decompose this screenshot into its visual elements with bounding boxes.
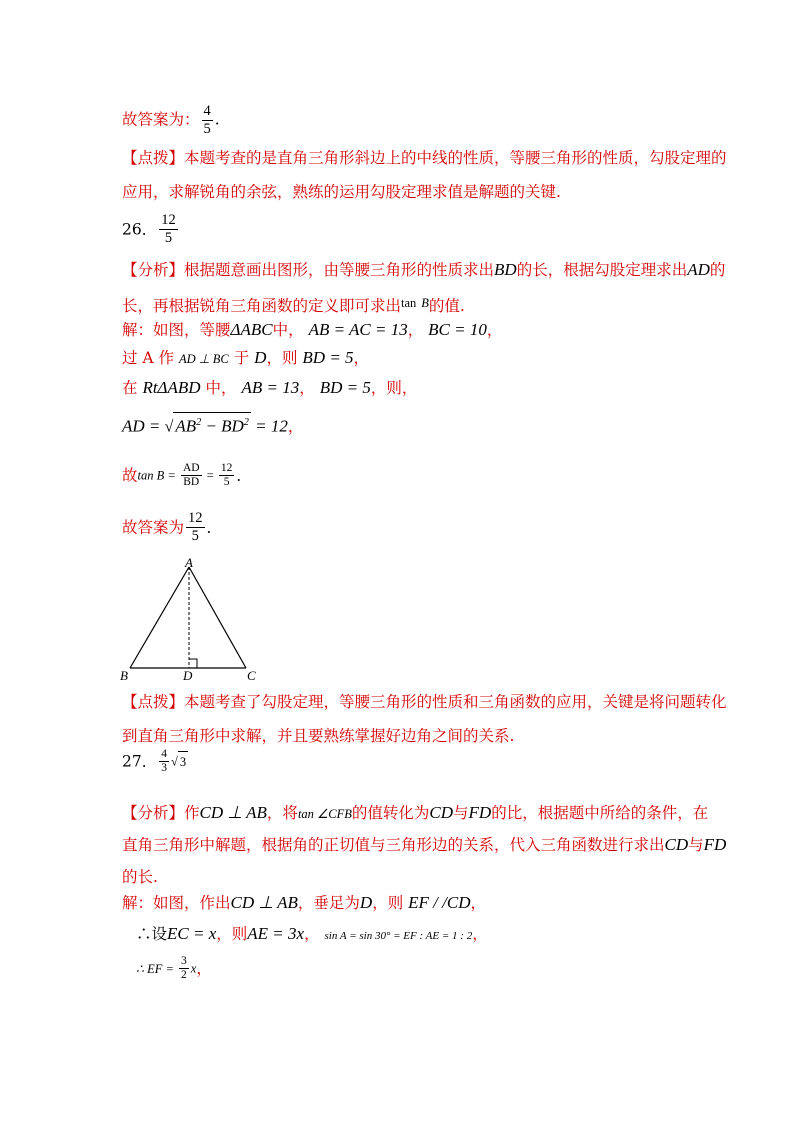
math-term: FD xyxy=(468,803,492,822)
math-term: x xyxy=(190,961,197,976)
math-term: B xyxy=(421,296,429,310)
denominator: BD xyxy=(183,476,200,488)
analysis-text: 与 xyxy=(453,804,469,822)
q27-answer xyxy=(122,748,188,775)
math-term: ∴ EF = xyxy=(136,961,178,976)
period: . xyxy=(214,110,220,129)
numerator: 4 xyxy=(161,748,167,760)
analysis-text: 的比，根据题中所给的条件，在 xyxy=(491,804,709,822)
denominator: 2 xyxy=(181,969,187,981)
solution-text: ，则 xyxy=(266,349,298,367)
math-term: tan B = xyxy=(137,468,179,483)
dianbo-line-2 xyxy=(122,182,561,202)
denominator: 5 xyxy=(164,230,173,246)
fraction xyxy=(219,462,235,489)
answer-fraction xyxy=(186,510,205,545)
label-c: C xyxy=(247,668,256,683)
solution-text: 过 A 作 xyxy=(122,349,175,367)
math-term: AD = xyxy=(122,416,165,436)
side-ac xyxy=(189,567,246,668)
math-term: = 12 xyxy=(250,416,288,436)
denominator: 5 xyxy=(191,528,199,544)
numerator: 4 xyxy=(203,103,211,119)
q26-solution-line-1 xyxy=(122,320,502,340)
analysis-text: 与 xyxy=(688,836,704,854)
solution-text: ， xyxy=(407,321,424,339)
solution-text: 中， xyxy=(205,379,237,397)
analysis-text: 的长. xyxy=(122,868,158,886)
math-term: EF / /CD xyxy=(408,893,471,912)
question-number: 27． xyxy=(122,752,158,771)
solution-text: 故 xyxy=(122,466,138,485)
answer-prefix: 故答案为： xyxy=(122,110,200,129)
q26-solution-line-4 xyxy=(122,412,303,438)
math-term: tan xyxy=(401,296,417,310)
math-term: sin A = sin 30° = EF : AE = 1 : 2 xyxy=(324,930,473,942)
solution-text: ，则 xyxy=(372,894,404,912)
math-term: AE = 3x xyxy=(247,924,305,943)
answer-fraction xyxy=(159,748,169,775)
solution-text: ， xyxy=(472,925,488,943)
fraction xyxy=(179,955,189,982)
math-term: CD xyxy=(429,803,453,822)
q26-solution-line-2 xyxy=(122,348,369,369)
denominator: 3 xyxy=(161,762,167,774)
dianbo-text: 到直角三角形中求解，并且要熟练掌握好边角之间的关系. xyxy=(122,727,515,745)
previous-answer xyxy=(122,103,220,138)
sqrt-radicand xyxy=(173,412,250,437)
solution-text: ，则 xyxy=(216,925,248,943)
triangle-figure xyxy=(118,555,268,685)
period: ． xyxy=(206,518,223,537)
solution-text: ，则， xyxy=(370,379,418,397)
exponent: 2 xyxy=(196,417,202,428)
math-term: D xyxy=(254,348,267,367)
denominator: 5 xyxy=(223,476,230,488)
q26-answer xyxy=(122,212,180,247)
solution-text: 解：如图，作出 xyxy=(122,894,231,912)
analysis-tag: 【分析】 xyxy=(122,261,185,279)
dianbo-tag: 【点拨】 xyxy=(122,693,185,711)
q26-analysis-line-2 xyxy=(122,293,465,316)
math-term: AD xyxy=(687,260,710,279)
math-term: − BD xyxy=(201,416,244,436)
solution-text: ， xyxy=(304,925,320,943)
numerator: AD xyxy=(182,462,200,474)
numerator: 3 xyxy=(181,955,187,967)
solution-text: ，垂足为 xyxy=(297,894,360,912)
answer-fraction xyxy=(202,103,213,138)
analysis-text: 的长，根据勾股定理求出 xyxy=(516,261,688,279)
q27-solution-line-1 xyxy=(122,893,486,913)
solution-text: ∴设 xyxy=(136,925,168,943)
q26-solution-line-5 xyxy=(122,462,252,489)
analysis-text: 长，再根据锐角三角函数的定义即可求出 xyxy=(122,297,402,315)
q26-dianbo-line-2 xyxy=(122,726,514,746)
dianbo-text: 本题考查了勾股定理，等腰三角形的性质和三角函数的应用，关键是将问题转化 xyxy=(184,693,727,711)
equals: = xyxy=(203,468,217,483)
analysis-text: 的值转化为 xyxy=(351,804,430,822)
solution-text: 中， xyxy=(272,321,304,339)
math-term: D xyxy=(359,893,373,912)
solution-text: ， xyxy=(353,349,370,367)
dianbo-text: 本题考查的是直角三角形斜边上的中线的性质，等腰三角形的性质，勾股定理的 xyxy=(184,149,727,167)
solution-text: 故答案为 xyxy=(122,518,185,537)
q26-solution-line-3 xyxy=(122,378,417,398)
label-b: B xyxy=(120,668,128,683)
dianbo-tag: 【点拨】 xyxy=(122,149,185,167)
math-term: ΔABC xyxy=(230,320,273,339)
solution-text: ， xyxy=(196,959,212,978)
denominator: 5 xyxy=(203,121,211,137)
analysis-text: 直角三角形中解题，根据角的正切值与三角形边的关系，代入三角函数进行求出 xyxy=(122,836,665,854)
side-ab xyxy=(130,567,189,668)
analysis-text: ，将 xyxy=(266,804,298,822)
answer-fraction xyxy=(159,212,178,247)
math-term: FD xyxy=(703,835,727,854)
math-term: BC = 10 xyxy=(428,320,487,339)
solution-text: ， xyxy=(299,379,315,397)
dianbo-line-1 xyxy=(122,148,727,168)
q27-analysis-line-2 xyxy=(122,835,726,855)
math-term: BD = 5 xyxy=(302,348,354,367)
math-term: RtΔABD xyxy=(142,378,201,397)
fraction xyxy=(181,462,202,489)
label-a: A xyxy=(185,555,193,570)
q26-solution-line-6 xyxy=(122,510,222,545)
question-number: 26． xyxy=(122,220,158,239)
math-term: tan ∠CFB xyxy=(297,807,352,821)
analysis-text: 的值. xyxy=(428,297,465,315)
analysis-text: 根据题意画出图形，由等腰三角形的性质求出 xyxy=(184,261,495,279)
math-term: EC = x xyxy=(167,924,217,943)
math-term: CD ⊥ AB xyxy=(199,803,267,822)
period: ． xyxy=(236,466,252,485)
solution-text: 在 xyxy=(122,379,138,397)
numerator: 12 xyxy=(220,462,233,474)
analysis-text: 的 xyxy=(709,261,726,279)
label-d: D xyxy=(183,668,193,683)
right-angle-mark xyxy=(189,659,197,668)
solution-text: ， xyxy=(486,321,503,339)
numerator: 12 xyxy=(161,212,176,228)
sqrt-sign: √ xyxy=(164,418,174,436)
solution-text: 解：如图，等腰 xyxy=(122,321,231,339)
sqrt-sign: √ xyxy=(170,754,178,769)
sqrt-radicand: 3 xyxy=(178,751,188,772)
math-term: AB = 13 xyxy=(241,378,300,397)
q27-solution-line-2 xyxy=(122,924,488,946)
math-term: AD ⊥ BC xyxy=(179,352,229,366)
math-term: AB = AC = 13 xyxy=(308,320,408,339)
q26-dianbo-line-1 xyxy=(122,692,727,712)
math-term: AB xyxy=(175,416,197,436)
numerator: 12 xyxy=(188,510,203,526)
math-term: BD = 5 xyxy=(319,378,371,397)
solution-text: 于 xyxy=(233,349,250,367)
math-term: CD ⊥ AB xyxy=(230,893,298,912)
q27-analysis-line-3 xyxy=(122,867,158,887)
solution-text: ， xyxy=(470,894,487,912)
math-term: BD xyxy=(494,260,517,279)
q26-analysis-line-1 xyxy=(122,260,725,280)
q27-analysis-line-1 xyxy=(122,803,708,824)
analysis-text: 作 xyxy=(184,804,200,822)
dianbo-text: 应用，求解锐角的余弦，熟练的运用勾股定理求值是解题的关键. xyxy=(122,183,561,201)
math-term: CD xyxy=(664,835,689,854)
solution-text: ， xyxy=(287,417,304,436)
analysis-tag: 【分析】 xyxy=(122,804,185,822)
exponent: 2 xyxy=(243,417,249,428)
q27-solution-line-3 xyxy=(122,955,212,982)
